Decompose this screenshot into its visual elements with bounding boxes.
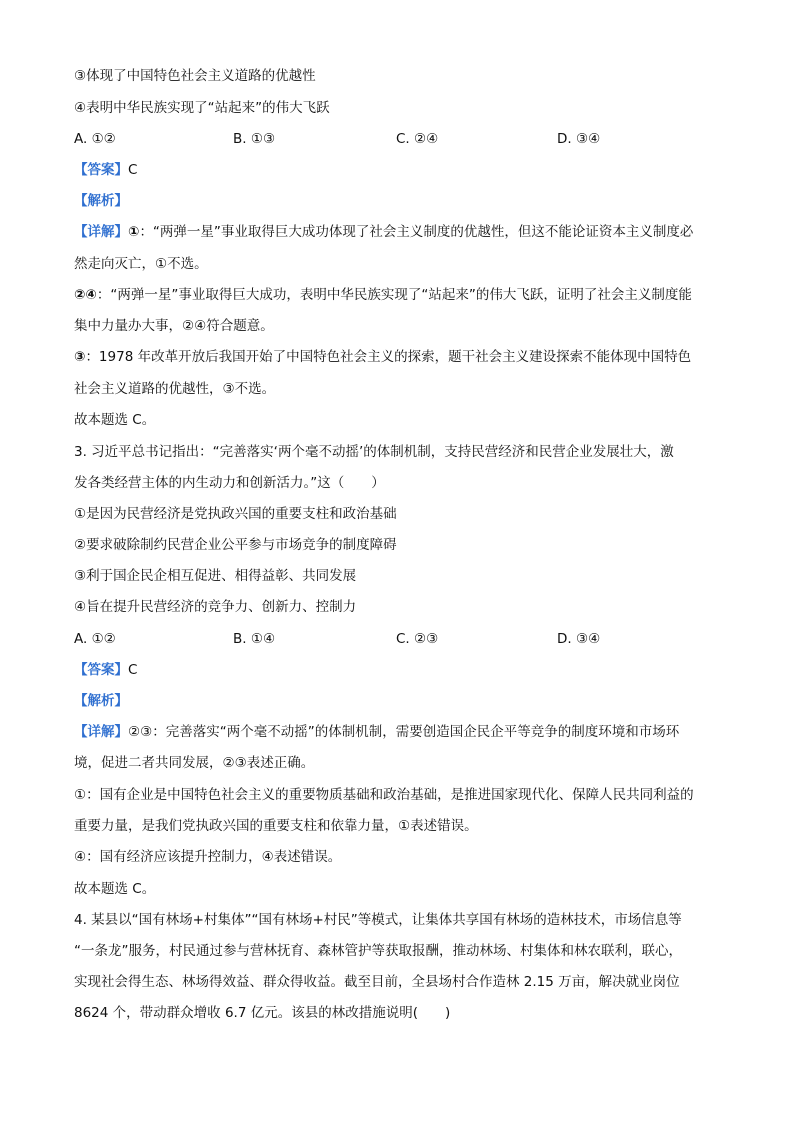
q3-option-item-3: ③利于国企民企相互促进、相得益彰、共同发展 bbox=[74, 568, 357, 584]
detail-text: ：1978 年改革开放后我国开始了中国特色社会主义的探索，题干社会主义建设探索不能体现中国特色 bbox=[85, 349, 692, 365]
q3-detail-1-line-2: 境，促进二者共同发展，②③表述正确。 bbox=[74, 755, 315, 771]
q2-option-item-4: ④表明中华民族实现了“站起来”的伟大飞跃 bbox=[74, 100, 330, 116]
q2-detail-1-line-1 bbox=[74, 222, 693, 242]
answer-label: 【答案】 bbox=[74, 162, 128, 178]
q2-detail-2-line-2: 集中力量办大事，②④符合题意。 bbox=[74, 318, 274, 334]
q2-analysis-heading bbox=[74, 191, 128, 211]
detail-text: ：“两弹一星”事业取得巨大成功体现了社会主义制度的优越性，但这不能论证资本主义制度必 bbox=[139, 224, 694, 240]
q2-choice-b: B. ①③ bbox=[233, 131, 276, 147]
q3-stem-line-1: 3. 习近平总书记指出：“完善落实‘两个毫不动摇’的体制机制，支持民营经济和民营企业发展壮大，激 bbox=[74, 444, 674, 460]
q3-detail-1-line-1 bbox=[74, 722, 679, 742]
q3-option-item-1: ①是因为民营经济是党执政兴国的重要支柱和政治基础 bbox=[74, 506, 397, 522]
q3-detail-3-line-1: ④：国有经济应该提升控制力，④表述错误。 bbox=[74, 849, 342, 865]
q3-choice-a: A. ①② bbox=[74, 631, 116, 647]
q3-detail-2-line-1: ①：国有企业是中国特色社会主义的重要物质基础和政治基础，是推进国家现代化、保障人民共同利益的 bbox=[74, 787, 694, 803]
q2-option-item-3: ③体现了中国特色社会主义道路的优越性 bbox=[74, 68, 316, 84]
q2-choice-d: D. ③④ bbox=[557, 131, 601, 147]
q3-conclusion: 故本题选 C。 bbox=[74, 881, 156, 897]
detail-text: ：“两弹一星”事业取得巨大成功，表明中华民族实现了“站起来”的伟大飞跃，证明了社会主义制度能 bbox=[96, 287, 692, 303]
q3-option-item-4: ④旨在提升民营经济的竞争力、创新力、控制力 bbox=[74, 599, 357, 615]
q2-detail-1-line-2: 然走向灭亡，①不选。 bbox=[74, 256, 208, 272]
q3-choice-d: D. ③④ bbox=[557, 631, 601, 647]
q3-answer bbox=[74, 660, 137, 680]
q2-conclusion: 故本题选 C。 bbox=[74, 412, 156, 428]
q3-choice-b: B. ①④ bbox=[233, 631, 276, 647]
analysis-label: 【解析】 bbox=[74, 193, 128, 209]
analysis-label: 【解析】 bbox=[74, 693, 128, 709]
detail-mark: ②④ bbox=[74, 287, 97, 303]
detail-label: 【详解】 bbox=[74, 724, 128, 740]
q3-choice-c: C. ②③ bbox=[396, 631, 439, 647]
q4-stem-line-1: 4. 某县以“国有林场+村集体”“国有林场+村民”等模式，让集体共享国有林场的造林技术，市场信息等 bbox=[74, 912, 682, 928]
q2-detail-3-line-1 bbox=[74, 347, 691, 367]
q3-detail-2-line-2: 重要力量，是我们党执政兴国的重要支柱和依靠力量，①表述错误。 bbox=[74, 818, 478, 834]
detail-label: 【详解】 bbox=[74, 224, 128, 240]
q2-choice-a: A. ①② bbox=[74, 131, 116, 147]
q4-stem-line-3: 实现社会得生态、林场得效益、群众得收益。截至目前，全县场村合作造林 2.15 万亩，解决就业岗位 bbox=[74, 974, 680, 990]
answer-label: 【答案】 bbox=[74, 662, 128, 678]
answer-value: C bbox=[128, 162, 138, 178]
detail-mark: ① bbox=[128, 224, 140, 240]
q4-stem-line-2: “一条龙”服务，村民通过参与营林抚育、森林管护等获取报酬，推动林场、村集体和林农联利，联心， bbox=[74, 943, 682, 959]
q2-choice-c: C. ②④ bbox=[396, 131, 439, 147]
q2-detail-2-line-1 bbox=[74, 285, 692, 305]
q2-detail-3-line-2: 社会主义道路的优越性，③不选。 bbox=[74, 381, 276, 397]
detail-text: ②③：完善落实“两个毫不动摇”的体制机制，需要创造国企民企平等竞争的制度环境和市场环 bbox=[128, 724, 680, 740]
q3-analysis-heading bbox=[74, 691, 128, 711]
q4-stem-line-4: 8624 个，带动群众增收 6.7 亿元。该县的林改措施说明( ) bbox=[74, 1005, 451, 1021]
q3-stem-line-2: 发各类经营主体的内生动力和创新活力。”这（ ） bbox=[74, 475, 385, 491]
q3-option-item-2: ②要求破除制约民营企业公平参与市场竞争的制度障碍 bbox=[74, 537, 397, 553]
answer-value: C bbox=[128, 662, 138, 678]
detail-mark: ③ bbox=[74, 349, 86, 365]
q2-answer bbox=[74, 160, 137, 180]
